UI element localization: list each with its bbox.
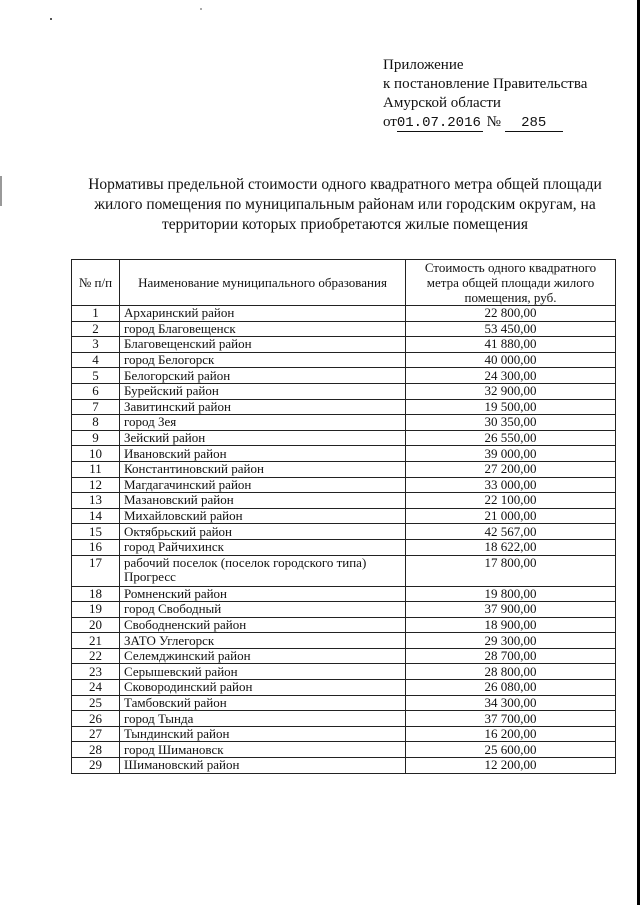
row-number: 4 xyxy=(72,352,120,368)
table-row xyxy=(72,306,616,322)
row-name: Октябрьский район xyxy=(120,524,406,540)
row-cost: 30 350,00 xyxy=(406,415,616,431)
row-name: Благовещенский район xyxy=(120,337,406,353)
table-row xyxy=(72,321,616,337)
row-number: 27 xyxy=(72,726,120,742)
table-row xyxy=(72,711,616,727)
row-cost: 24 300,00 xyxy=(406,368,616,384)
row-number: 8 xyxy=(72,415,120,431)
row-number: 23 xyxy=(72,664,120,680)
table-row xyxy=(72,758,616,774)
table-row xyxy=(72,399,616,415)
row-number: 28 xyxy=(72,742,120,758)
table-row xyxy=(72,430,616,446)
row-name: Ивановский район xyxy=(120,446,406,462)
row-number: 15 xyxy=(72,524,120,540)
row-cost: 19 800,00 xyxy=(406,586,616,602)
row-cost: 21 000,00 xyxy=(406,508,616,524)
table-row xyxy=(72,352,616,368)
appendix-region: Амурской области xyxy=(383,95,501,111)
appendix-date-line xyxy=(383,113,587,132)
table-row xyxy=(72,383,616,399)
row-number: 17 xyxy=(72,555,120,586)
row-name: город Райчихинск xyxy=(120,539,406,555)
table-row xyxy=(72,695,616,711)
row-cost: 25 600,00 xyxy=(406,742,616,758)
table-row xyxy=(72,648,616,664)
row-name: Свободненский район xyxy=(120,617,406,633)
appendix-label: Приложение xyxy=(383,57,464,73)
row-cost: 16 200,00 xyxy=(406,726,616,742)
row-cost: 42 567,00 xyxy=(406,524,616,540)
appendix-resolution: к постановление Правительства xyxy=(383,76,588,92)
table-header-row xyxy=(72,260,616,306)
row-cost: 41 880,00 xyxy=(406,337,616,353)
row-cost: 17 800,00 xyxy=(406,555,616,586)
row-number: 25 xyxy=(72,695,120,711)
table-row xyxy=(72,664,616,680)
table-row xyxy=(72,508,616,524)
row-name: город Благовещенск xyxy=(120,321,406,337)
row-number: 2 xyxy=(72,321,120,337)
row-name: город Зея xyxy=(120,415,406,431)
row-name: Шимановский район xyxy=(120,758,406,774)
row-cost: 18 622,00 xyxy=(406,539,616,555)
row-cost: 39 000,00 xyxy=(406,446,616,462)
row-number: 11 xyxy=(72,461,120,477)
row-number: 1 xyxy=(72,306,120,322)
row-name: Зейский район xyxy=(120,430,406,446)
row-cost: 40 000,00 xyxy=(406,352,616,368)
table-row xyxy=(72,602,616,618)
row-number: 24 xyxy=(72,680,120,696)
row-name: Селемджинский район xyxy=(120,648,406,664)
row-number: 20 xyxy=(72,617,120,633)
row-cost: 18 900,00 xyxy=(406,617,616,633)
scan-margin-mark xyxy=(0,176,2,206)
scan-speck xyxy=(50,18,52,20)
table-row xyxy=(72,555,616,586)
row-cost: 33 000,00 xyxy=(406,477,616,493)
row-cost: 12 200,00 xyxy=(406,758,616,774)
row-name: город Свободный xyxy=(120,602,406,618)
row-number: 22 xyxy=(72,648,120,664)
header-name: Наименование муниципального образования xyxy=(120,260,406,306)
date-prefix: от xyxy=(383,114,397,130)
table-row xyxy=(72,617,616,633)
row-name: Тамбовский район xyxy=(120,695,406,711)
row-cost: 22 100,00 xyxy=(406,493,616,509)
row-number: 3 xyxy=(72,337,120,353)
row-cost: 26 080,00 xyxy=(406,680,616,696)
row-number: 12 xyxy=(72,477,120,493)
table-row xyxy=(72,633,616,649)
table-row xyxy=(72,446,616,462)
header-cost: Стоимость одного квадратного метра общей площади жилого помещения, руб. xyxy=(406,260,616,306)
table-row xyxy=(72,493,616,509)
row-number: 6 xyxy=(72,383,120,399)
row-name: Ромненский район xyxy=(120,586,406,602)
table-row xyxy=(72,524,616,540)
row-name: Белогорский район xyxy=(120,368,406,384)
row-number: 13 xyxy=(72,493,120,509)
header-number: № п/п xyxy=(72,260,120,306)
row-number: 19 xyxy=(72,602,120,618)
row-name: рабочий поселок (поселок городского типа) Прогресс xyxy=(120,555,406,586)
row-number: 29 xyxy=(72,758,120,774)
row-cost: 34 300,00 xyxy=(406,695,616,711)
cost-table xyxy=(71,259,616,774)
appendix-block xyxy=(383,56,587,132)
row-number: 21 xyxy=(72,633,120,649)
number-sign: № xyxy=(486,114,501,130)
table-row xyxy=(72,368,616,384)
table-row xyxy=(72,337,616,353)
row-cost: 37 700,00 xyxy=(406,711,616,727)
row-number: 9 xyxy=(72,430,120,446)
row-name: Тындинский район xyxy=(120,726,406,742)
row-name: Серышевский район xyxy=(120,664,406,680)
table-row xyxy=(72,415,616,431)
row-name: Сковородинский район xyxy=(120,680,406,696)
scan-speck xyxy=(200,8,202,10)
table-row xyxy=(72,726,616,742)
row-name: Константиновский район xyxy=(120,461,406,477)
row-name: Магдагачинский район xyxy=(120,477,406,493)
table-row xyxy=(72,586,616,602)
row-cost: 28 800,00 xyxy=(406,664,616,680)
row-name: город Белогорск xyxy=(120,352,406,368)
resolution-number: 285 xyxy=(505,116,563,132)
row-cost: 28 700,00 xyxy=(406,648,616,664)
row-number: 5 xyxy=(72,368,120,384)
row-cost: 53 450,00 xyxy=(406,321,616,337)
row-number: 16 xyxy=(72,539,120,555)
table-row xyxy=(72,680,616,696)
row-name: Бурейский район xyxy=(120,383,406,399)
row-cost: 27 200,00 xyxy=(406,461,616,477)
row-number: 7 xyxy=(72,399,120,415)
row-cost: 19 500,00 xyxy=(406,399,616,415)
row-name: город Шимановск xyxy=(120,742,406,758)
row-number: 18 xyxy=(72,586,120,602)
table-row xyxy=(72,539,616,555)
row-name: Завитинский район xyxy=(120,399,406,415)
row-name: Архаринский район xyxy=(120,306,406,322)
table-row xyxy=(72,742,616,758)
document-title: Нормативы предельной стоимости одного квадратного метра общей площади жилого помещения по муниципальным районам или городским округам, на территории которых приобретаются жилые помещения xyxy=(88,176,602,233)
table-row xyxy=(72,477,616,493)
row-cost: 37 900,00 xyxy=(406,602,616,618)
row-cost: 32 900,00 xyxy=(406,383,616,399)
row-name: ЗАТО Углегорск xyxy=(120,633,406,649)
row-name: город Тында xyxy=(120,711,406,727)
row-cost: 22 800,00 xyxy=(406,306,616,322)
resolution-date: 01.07.2016 xyxy=(396,115,481,131)
row-number: 10 xyxy=(72,446,120,462)
table-body xyxy=(72,306,616,774)
row-number: 14 xyxy=(72,508,120,524)
table-row xyxy=(72,461,616,477)
row-name: Михайловский район xyxy=(120,508,406,524)
row-number: 26 xyxy=(72,711,120,727)
row-cost: 29 300,00 xyxy=(406,633,616,649)
row-name: Мазановский район xyxy=(120,493,406,509)
row-cost: 26 550,00 xyxy=(406,430,616,446)
